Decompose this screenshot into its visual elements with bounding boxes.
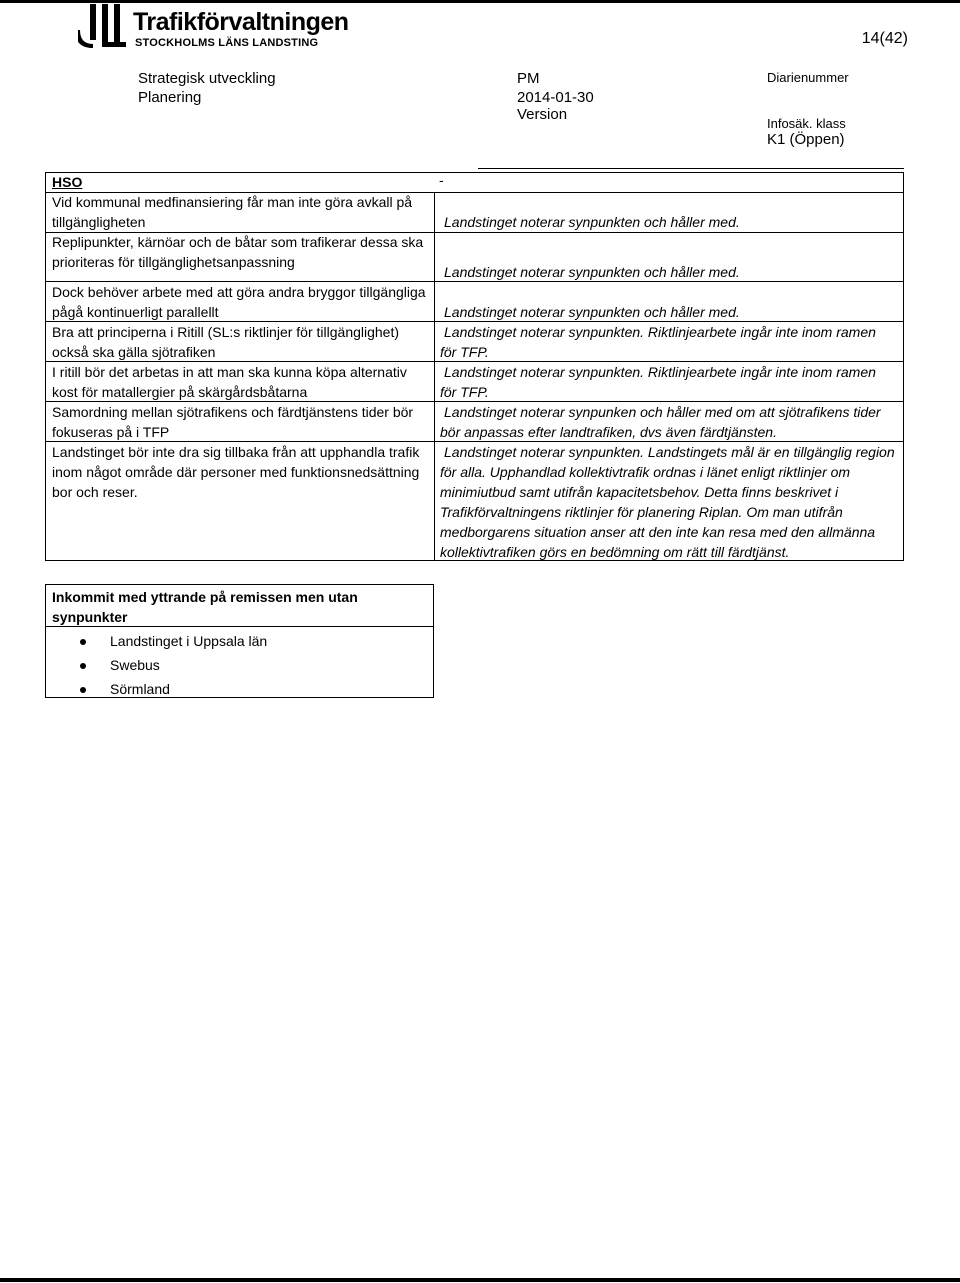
header-date: 2014-01-30 bbox=[517, 89, 594, 106]
table-right-border bbox=[903, 172, 904, 560]
table-row-response: Landstinget noterar synpunkten. Landstingets mål är en tillgänglig region för alla. Upphandlad kollektivtrafik ordnas i länet enligt riktlinjer om minimiutbud samt utifrån kapacitetsbehov. Detta finns beskrivet i Trafikförvaltningens riktlinjer för planering Riplan. Om man utifrån medborgarens situation anser att den inte kan resa med den allmänna kollektivtrafiken görs en bedömning om rätt till färdtjänst. bbox=[440, 444, 895, 560]
table-row-comment: Replipunkter, kärnöar och de båtar som trafikerar dessa ska prioriteras för tillgänglighetsanpassning bbox=[52, 234, 424, 270]
table-row-comment: Landstinget bör inte dra sig tillbaka från att upphandla trafik inom något område där personer med funktionsnedsättning bor och reser. bbox=[52, 444, 420, 500]
table-row-response: Landstinget noterar synpunkten. Riktlinjearbete ingår inte inom ramen för TFP. bbox=[440, 324, 876, 360]
list-item: Landstinget i Uppsala län bbox=[80, 629, 267, 653]
table-row-comment: Bra att principerna i Ritill (SL:s riktlinjer för tillgänglighet) också ska gälla sjötrafiken bbox=[52, 324, 400, 360]
no-comments-title: Inkommit med yttrande på remissen men utan synpunkter bbox=[52, 589, 358, 625]
table-row-comment: Vid kommunal medfinansiering får man inte göra avkall på tillgängligheten bbox=[52, 194, 413, 230]
header-diarienummer-label: Diarienummer bbox=[767, 70, 849, 85]
list-item: Sörmland bbox=[80, 677, 267, 701]
table-row-comment: Dock behöver arbete med att göra andra bryggor tillgängliga pågå kontinuerligt parallellt bbox=[52, 284, 426, 320]
header-department: Strategisk utveckling bbox=[138, 70, 276, 87]
table-row-comment: I ritill bör det arbetas in att man ska kunna köpa alternativ kost för matallergier på skärgårdsbåtarna bbox=[52, 364, 407, 400]
logo-title: Trafikförvaltningen bbox=[133, 8, 349, 36]
table-row-response: Landstinget noterar synpunkten. Riktlinjearbete ingår inte inom ramen för TFP. bbox=[440, 364, 876, 400]
table-row-response: Landstinget noterar synpunken och håller med om att sjötrafikens tider bör anpassas efter landtrafiken, dvs även färdtjänsten. bbox=[440, 404, 881, 440]
logo bbox=[78, 4, 358, 48]
table-left-border bbox=[45, 172, 46, 560]
logo-subtitle: STOCKHOLMS LÄNS LANDSTING bbox=[135, 37, 319, 49]
top-rule bbox=[0, 0, 960, 3]
no-comments-box bbox=[45, 584, 434, 698]
table-row-response: Landstinget noterar synpunkten och håller med. bbox=[444, 214, 740, 230]
logo-mark-icon bbox=[78, 4, 128, 48]
bottom-rule bbox=[0, 1278, 960, 1282]
header-version-label: Version bbox=[517, 106, 568, 123]
table-row-response: Landstinget noterar synpunkten och håller med. bbox=[444, 264, 740, 280]
section-heading: HSO bbox=[52, 174, 83, 190]
header-infosak-label: Infosäk. klass bbox=[767, 116, 846, 131]
section-dash: - bbox=[439, 172, 444, 188]
table-row-comment: Samordning mellan sjötrafikens och färdtjänstens tider bör fokuseras på i TFP bbox=[52, 404, 414, 440]
no-comments-list bbox=[80, 629, 267, 701]
header-rule bbox=[478, 168, 904, 169]
page-number: 14(42) bbox=[861, 30, 908, 47]
no-comments-separator bbox=[46, 626, 433, 627]
table-column-divider bbox=[434, 192, 435, 560]
header-unit: Planering bbox=[138, 89, 202, 106]
header-doc-type: PM bbox=[517, 70, 540, 87]
table-row-response: Landstinget noterar synpunkten och håller med. bbox=[444, 304, 740, 320]
header-classification: K1 (Öppen) bbox=[767, 131, 845, 148]
list-item: Swebus bbox=[80, 653, 267, 677]
table-top-border bbox=[45, 172, 903, 173]
